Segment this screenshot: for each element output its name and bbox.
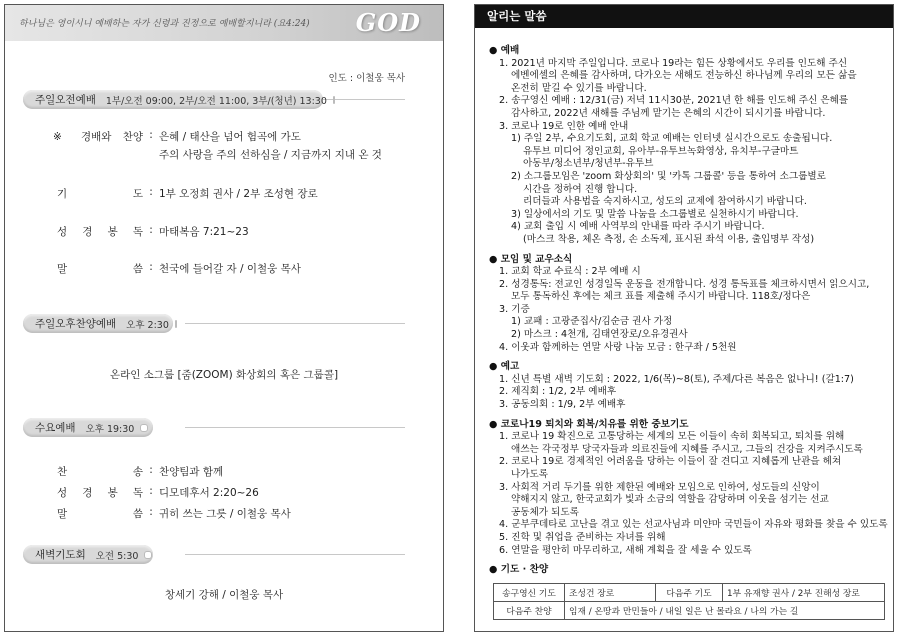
announcement-line: 리더들과 사용법을 숙지하시고, 성도의 교제에 참여하시기 바랍니다. bbox=[523, 196, 807, 208]
section-time: 오전 5:30 bbox=[95, 550, 139, 562]
announcement-line: 감사하고, 2022년 새해를 주님께 맡기는 은혜의 시간이 되시기를 바랍니다. bbox=[511, 107, 826, 119]
announcement-section bbox=[489, 564, 887, 577]
announcement-line: (마스크 착용, 체온 측정, 손 소독제, 표시된 좌석 이용, 출입명부 작성) bbox=[523, 233, 815, 245]
announcement-line: 4) 교회 출입 시 예배 사역부의 안내를 따라 주시기 바랍니다. bbox=[511, 221, 765, 233]
announcement-line: 모두 통독하신 후에는 체크 표를 제출해 주시기 바랍니다. 118호/정다은 bbox=[511, 291, 811, 303]
scripture-banner bbox=[5, 5, 443, 41]
program-label: 말 씀 bbox=[57, 263, 143, 275]
table-cell: 다음주 기도 bbox=[656, 584, 723, 602]
announcement-line: 공동체가 되도록 bbox=[511, 506, 579, 518]
announcement-line: 2. 제직회 : 1/2, 2부 예배후 bbox=[499, 386, 617, 398]
announcement-line: 2. 성경통독: 전교인 성경일독 운동을 전개합니다. 성경 통독표를 체크하시면서 읽으시고, bbox=[499, 278, 870, 290]
announcement-section bbox=[489, 419, 887, 558]
program-value: 마태복음 7:21~23 bbox=[159, 226, 249, 238]
praise-line-2: 주의 사랑을 주의 선하심을 / 지금까지 지내 온 것 bbox=[159, 149, 382, 161]
announcement-line: 온전히 맡길 수 있기를 바랍니다. bbox=[511, 82, 647, 94]
dawn-text: 창세기 강해 / 이철웅 목사 bbox=[164, 589, 284, 601]
program-row: 말 씀 : 천국에 들어갈 자 / 이철웅 목사 bbox=[57, 261, 301, 275]
bullet-icon bbox=[140, 424, 148, 432]
program-label: 말 씀 bbox=[57, 508, 143, 520]
section-wednesday bbox=[23, 418, 153, 437]
program-row: 성 경 봉 독 : 마태복음 7:21~23 bbox=[57, 224, 249, 238]
divider-line bbox=[185, 427, 405, 428]
section-title: 수요예배 bbox=[35, 422, 76, 434]
announcement-line: 2) 마스크 : 4천개, 김태연장로/오유경권사 bbox=[511, 329, 688, 341]
section-title: 새벽기도회 bbox=[35, 549, 86, 561]
program-label: 성 경 봉 독 bbox=[57, 226, 143, 238]
announcements-list bbox=[489, 45, 887, 584]
announcement-line: 시간을 정하여 진행 합니다. bbox=[523, 183, 638, 195]
announcement-line: 에벤에셀의 은혜를 감사하며, 다가오는 새해도 전능하신 하나님께 우리의 모든 삶을 bbox=[511, 70, 857, 82]
announcement-line: 1) 주일 2부, 수요기도회, 교회 학교 예배는 인터넷 실시간으로도 송출됩니다. bbox=[511, 133, 833, 145]
program-value: 디모데후서 2:20~26 bbox=[159, 487, 259, 499]
section-time: 1부/오전 09:00, 2부/오전 11:00, 3부/(청년) 13:30 bbox=[105, 95, 327, 107]
announcement-section bbox=[489, 254, 887, 355]
prayer-praise-table bbox=[493, 583, 885, 620]
announcement-line: 4. 군부쿠데타로 고난을 겪고 있는 선교사님과 미얀마 국민들이 자유와 평화를 찾을 수 있도록 bbox=[499, 519, 888, 531]
announcement-line: 1. 코로나 19 확진으로 고통당하는 세계의 모든 이들이 속히 회복되고, 퇴치를 위해 bbox=[499, 431, 845, 443]
section-heading: ● 코로나19 퇴치와 회복/치유를 위한 중보기도 bbox=[489, 418, 689, 430]
table-cell: 임재 / 온땅과 만민들아 / 내일 일은 난 몰라요 / 나의 가는 길 bbox=[565, 602, 885, 620]
program-value: 1부 오정희 권사 / 2부 조성현 장로 bbox=[159, 188, 318, 200]
announcement-line: 1. 교회 학교 수료식 : 2부 예배 시 bbox=[499, 266, 641, 278]
announcement-line: 3. 코로나 19로 인한 예배 안내 bbox=[499, 120, 629, 132]
announcement-line: 5. 진학 및 취업을 준비하는 자녀를 위해 bbox=[499, 531, 666, 543]
section-heading: ● 기도 · 찬양 bbox=[489, 564, 549, 576]
announcement-line: 유투브 미디어 정인교회, 유아부-유투브녹화영상, 유치부-구글마트 bbox=[523, 145, 799, 157]
announcement-line: 1. 신년 특별 새벽 기도회 : 2022, 1/6(목)~8(토), 주제/다른 복음은 없나니! (갈1:7) bbox=[499, 373, 854, 385]
program-label: 찬 송 bbox=[57, 466, 143, 478]
bullet-icon bbox=[175, 320, 177, 328]
table-cell: 1부 유재향 권사 / 2부 진해성 장로 bbox=[723, 584, 885, 602]
section-heading: ● 예배 bbox=[489, 45, 520, 56]
section-sunday-afternoon bbox=[23, 314, 173, 333]
section-time: 오후 2:30 bbox=[126, 319, 169, 331]
section-title: 주일오전예배 bbox=[35, 94, 96, 106]
divider-line bbox=[185, 554, 405, 555]
announcement-line: 2) 소그룹모임은 'zoom 화상회의' 및 '카톡 그룹콜' 등을 통하여 소그룹별로 bbox=[511, 170, 826, 182]
worship-leader: 인도 : 이철웅 목사 bbox=[328, 73, 405, 84]
announcement-line: 1) 교패 : 고광준집사/김순금 권사 가정 bbox=[511, 316, 673, 328]
program-row: 말 씀 : 귀히 쓰는 그릇 / 이철웅 목사 bbox=[57, 506, 291, 520]
announcement-section bbox=[489, 361, 887, 411]
program-value: 천국에 들어갈 자 / 이철웅 목사 bbox=[159, 263, 301, 275]
program-value: 귀히 쓰는 그릇 / 이철웅 목사 bbox=[159, 508, 291, 520]
section-time: 오후 19:30 bbox=[85, 423, 135, 435]
bullet-icon bbox=[144, 551, 152, 559]
announcements-panel bbox=[474, 4, 894, 632]
table-row bbox=[494, 584, 885, 602]
table-cell: 송구영신 기도 bbox=[494, 584, 565, 602]
program-value: 찬양팀과 함께 bbox=[159, 466, 224, 478]
program-label: ※ 경배와 찬양 bbox=[53, 131, 143, 143]
announcement-line: 3) 일상에서의 기도 및 말씀 나눔을 소그룹별로 실천하시기 바랍니다. bbox=[511, 208, 799, 220]
program-row: 기 도 : 1부 오정희 권사 / 2부 조성현 장로 bbox=[57, 186, 318, 200]
section-heading: ● 모임 및 교우소식 bbox=[489, 253, 573, 265]
announcement-line: 아동부/청소년부/청년부-유투브 bbox=[523, 158, 654, 170]
divider-line bbox=[185, 323, 405, 324]
announcement-line: 6. 연말을 평안히 마무리하고, 새해 계획을 잘 세울 수 있도록 bbox=[499, 544, 752, 556]
table-row bbox=[494, 602, 885, 620]
announcement-line: 1. 2021년 마지막 주일입니다. 코로나 19라는 힘든 상황에서도 우리를 인도해 주신 bbox=[499, 57, 848, 69]
announcement-line: 3. 공동의회 : 1/9, 2부 예배후 bbox=[499, 399, 626, 411]
announcements-header: 알리는 말씀 bbox=[475, 5, 893, 28]
afternoon-text: 온라인 소그룹 [줌(ZOOM) 화상회의 혹은 그룹콜] bbox=[109, 369, 339, 381]
program-value: 은혜 / 태산을 넘어 험곡에 가도 bbox=[159, 131, 301, 143]
order-of-worship-panel bbox=[4, 4, 444, 632]
table-cell: 조성건 장로 bbox=[565, 584, 656, 602]
section-heading: ● 예고 bbox=[489, 361, 520, 373]
section-dawn-prayer bbox=[23, 545, 153, 564]
god-logo: GOD bbox=[355, 8, 421, 37]
banner-verse: 하나님은 영이시니 예배하는 자가 신령과 진정으로 예배할지니라 (요4:24) bbox=[19, 19, 310, 29]
announcement-line: 3. 기증 bbox=[499, 303, 530, 315]
announcement-line: 4. 이웃과 함께하는 연말 사랑 나눔 모금 : 한구좌 / 5천원 bbox=[499, 341, 737, 353]
bullet-icon bbox=[333, 96, 335, 104]
announcement-line: 애쓰는 각국정부 당국자들과 의료진들에 지혜를 주시고, 그들의 건강을 지켜주시도록 bbox=[511, 443, 863, 455]
announcement-line: 2. 송구영신 예배 : 12/31(금) 저녁 11시30분, 2021년 한 해를 인도해 주신 은혜를 bbox=[499, 95, 849, 107]
table-cell: 다음주 찬양 bbox=[494, 602, 565, 620]
announcement-line: 3. 사회적 거리 두기를 위한 제한된 예배와 모임으로 인하여, 성도들의 신앙이 bbox=[499, 481, 820, 493]
program-label: 성 경 봉 독 bbox=[57, 487, 143, 499]
announcement-line: 나가도록 bbox=[511, 469, 549, 480]
program-row: 성 경 봉 독 : 디모데후서 2:20~26 bbox=[57, 485, 259, 499]
program-label: 기 도 bbox=[57, 188, 143, 200]
announcement-section bbox=[489, 45, 887, 247]
announcement-line: 약해지지 않고, 한국교회가 빛과 소금의 역할을 감당하며 이웃을 섬기는 선교 bbox=[511, 494, 829, 506]
section-sunday-morning bbox=[23, 90, 327, 109]
program-row: 찬 송 : 찬양팀과 함께 bbox=[57, 464, 224, 478]
section-title: 주일오후찬양예배 bbox=[35, 318, 117, 330]
program-row: ※ 경배와 찬양 : 은혜 / 태산을 넘어 험곡에 가도 bbox=[53, 129, 301, 143]
announcement-line: 2. 코로나 19로 경제적인 어려움을 당하는 이들이 잘 견디고 지혜롭게 난관을 헤쳐 bbox=[499, 456, 842, 468]
